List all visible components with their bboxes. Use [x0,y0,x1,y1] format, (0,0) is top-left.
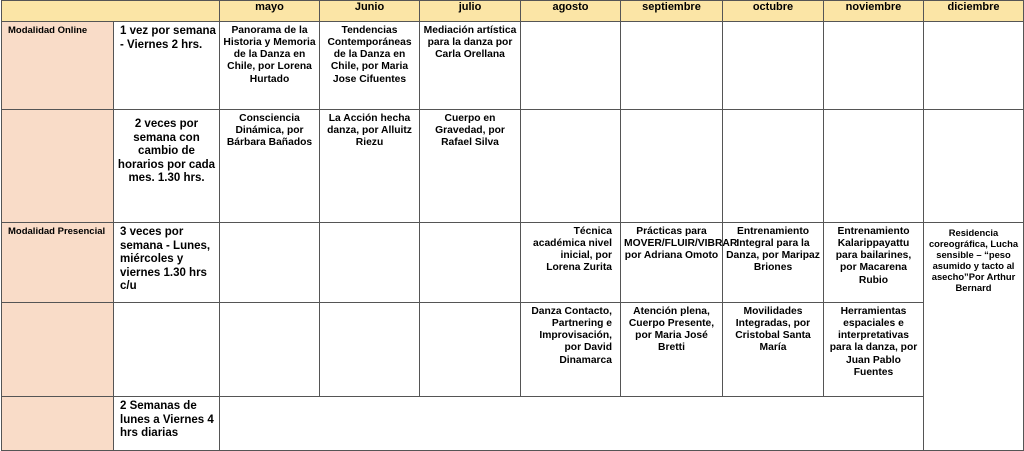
course-cell: Cuerpo en Gravedad, por Rafael Silva [420,110,521,223]
empty-cell [521,22,621,110]
month-header: noviembre [824,1,924,22]
empty-cell [924,110,1024,223]
course-cell: Entrenamiento Integral para la Danza, por Maripaz Briones [723,223,824,303]
month-header: julio [420,1,521,22]
empty-span-cell [220,397,924,451]
course-cell: Atención plena, Cuerpo Presente, por Maria José Bretti [621,303,723,397]
table-row [2,303,1024,397]
course-cell: Tendencias Contemporáneas de la Danza en Chile, por Maria Jose Cifuentes [320,22,420,110]
schedule-cell: 2 Semanas de lunes a Viernes 4 hrs diarias [114,397,220,451]
empty-cell [723,110,824,223]
header-row [2,1,1024,22]
course-cell: Prácticas para MOVER/FLUIR/VIBRAR por Adriana Omoto [621,223,723,303]
month-header: septiembre [621,1,723,22]
modality-cell [2,110,114,223]
modality-cell [2,303,114,397]
course-cell: Herramientas espaciales e interpretativas para la danza, por Juan Pablo Fuentes [824,303,924,397]
course-cell: Técnica académica nivel inicial, por Lorena Zurita [521,223,621,303]
header-corner [2,1,220,22]
modality-online-label: Modalidad Online [2,22,114,110]
empty-cell [114,303,220,397]
residency-cell: Residencia coreográfica, Lucha sensible – “peso asumido y tacto al asecho”Por Arthur Bernard [924,223,1024,451]
month-header: octubre [723,1,824,22]
table-row [2,223,1024,303]
empty-cell [220,303,320,397]
empty-cell [320,303,420,397]
course-cell: Entrenamiento Kalarippayattu para bailarines, por Macarena Rubio [824,223,924,303]
empty-cell [320,223,420,303]
course-cell: Panorama de la Historia y Memoria de la Danza en Chile, por Lorena Hurtado [220,22,320,110]
course-cell: La Acción hecha danza, por Alluitz Riezu [320,110,420,223]
empty-cell [521,110,621,223]
table-row [2,110,1024,223]
schedule-table [1,0,1024,451]
empty-cell [621,22,723,110]
table-row [2,397,1024,451]
month-header: diciembre [924,1,1024,22]
course-cell: Danza Contacto, Partnering e Improvisación, por David Dinamarca [521,303,621,397]
course-cell: Mediación artística para la danza por Carla Orellana [420,22,521,110]
modality-cell [2,397,114,451]
month-header: Junio [320,1,420,22]
empty-cell [220,223,320,303]
schedule-cell: 2 veces por semana con cambio de horarios por cada mes. 1.30 hrs. [114,110,220,223]
course-cell: Movilidades Integradas, por Cristobal Santa María [723,303,824,397]
schedule-cell: 1 vez por semana - Viernes 2 hrs. [114,22,220,110]
empty-cell [621,110,723,223]
empty-cell [924,22,1024,110]
empty-cell [723,22,824,110]
month-header: mayo [220,1,320,22]
empty-cell [420,223,521,303]
schedule-cell: 3 veces por semana - Lunes, miércoles y viernes 1.30 hrs c/u [114,223,220,303]
month-header: agosto [521,1,621,22]
empty-cell [420,303,521,397]
table-row [2,22,1024,110]
modality-presencial-label: Modalidad Presencial [2,223,114,303]
empty-cell [824,110,924,223]
course-cell: Consciencia Dinámica, por Bárbara Bañados [220,110,320,223]
empty-cell [824,22,924,110]
